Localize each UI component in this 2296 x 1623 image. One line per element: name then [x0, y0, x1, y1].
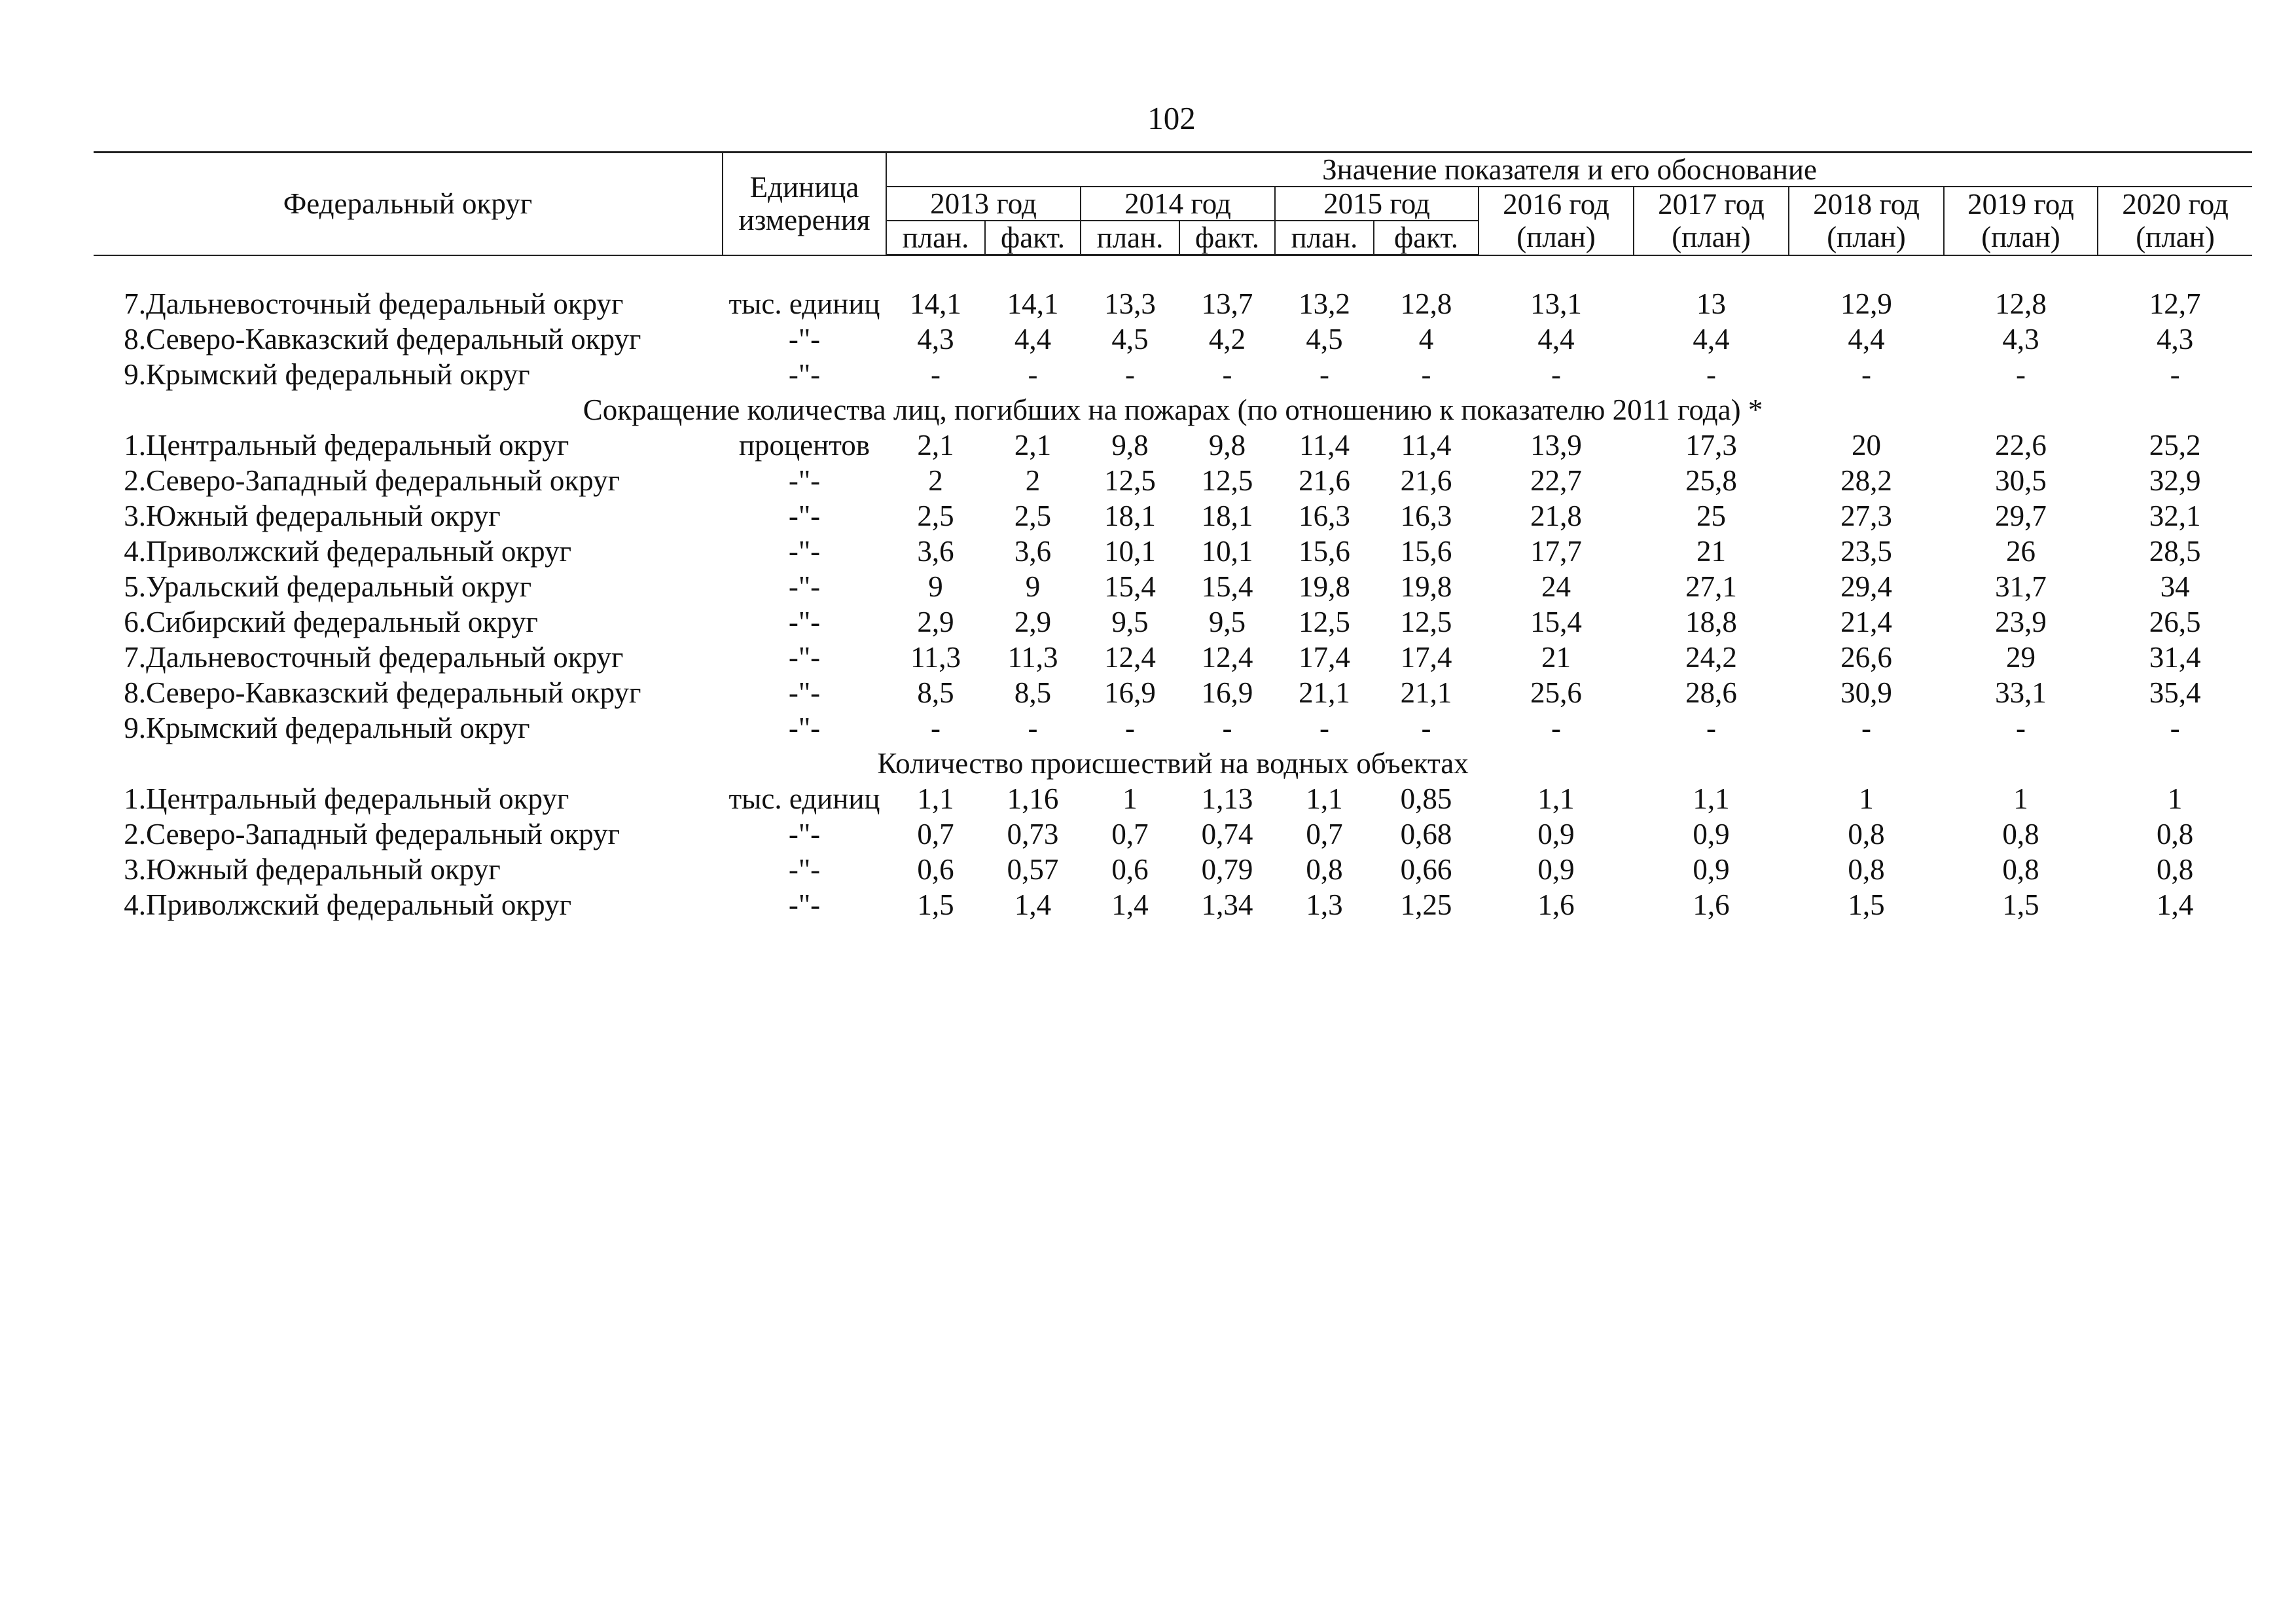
section-heading: Количество происшествий на водных объектах [877, 747, 1469, 780]
section-heading-row [94, 392, 2252, 428]
value-cell: 1,3 [1306, 888, 1343, 921]
district-name: Приволжский федеральный округ [146, 535, 572, 568]
value-cell: 18,1 [1201, 500, 1253, 532]
value-cell: 0,7 [917, 818, 954, 850]
value-cell: 1,16 [1007, 782, 1059, 815]
value-cell: 0,9 [1537, 818, 1575, 850]
value-cell: 3,6 [1014, 535, 1052, 568]
value-cell: 11,4 [1299, 429, 1350, 462]
value-cell: 4,4 [1537, 323, 1575, 356]
header-plan: план. [1081, 221, 1179, 255]
value-cell: 17,3 [1685, 429, 1737, 462]
value-cell: 1,1 [1306, 782, 1343, 815]
value-cell: 2,9 [1014, 606, 1052, 638]
value-cell: - [2170, 712, 2180, 744]
value-cell: 0,9 [1693, 818, 1730, 850]
row-number: 7. [124, 641, 146, 674]
value-cell: 12,8 [1995, 287, 2047, 320]
value-cell: 16,3 [1400, 500, 1452, 532]
value-cell: 18,1 [1104, 500, 1156, 532]
value-cell: 0,57 [1007, 853, 1059, 886]
row-number: 9. [124, 712, 146, 744]
value-cell: 0,7 [1111, 818, 1149, 850]
value-cell: 13 [1696, 287, 1726, 320]
unit-cell: -"- [788, 323, 821, 356]
value-cell: 20 [1852, 429, 1881, 462]
value-cell: 28,5 [2149, 535, 2201, 568]
value-cell: 0,6 [917, 853, 954, 886]
value-cell: 14,1 [910, 287, 961, 320]
value-cell: 30,9 [1840, 676, 1892, 709]
header-year-2013: 2013 год [886, 187, 1081, 221]
unit-cell: -"- [788, 464, 821, 497]
value-cell: 4,4 [1014, 323, 1052, 356]
value-cell: 35,4 [2149, 676, 2201, 709]
value-cell: 1,6 [1537, 888, 1575, 921]
table-body [94, 255, 2252, 923]
value-cell: - [1319, 358, 1329, 391]
value-cell: - [1125, 712, 1135, 744]
value-cell: - [2016, 712, 2026, 744]
indicator-table [94, 151, 2252, 922]
value-cell: 0,6 [1111, 853, 1149, 886]
value-cell: - [1222, 358, 1232, 391]
table-row [94, 463, 2252, 498]
value-cell: 21,4 [1840, 606, 1892, 638]
unit-cell: -"- [788, 535, 821, 568]
value-cell: 28,6 [1685, 676, 1737, 709]
header-fact: факт. [1374, 221, 1479, 255]
table-row [94, 710, 2252, 746]
section-heading: Сокращение количества лиц, погибших на пожарах (по отношению к показателю 2011 года) * [583, 393, 1763, 426]
value-cell: 0,8 [1848, 853, 1885, 886]
value-cell: 1,1 [917, 782, 954, 815]
value-cell: 21,1 [1400, 676, 1452, 709]
value-cell: 4,2 [1208, 323, 1246, 356]
value-cell: 13,3 [1104, 287, 1156, 320]
table-row [94, 428, 2252, 463]
page-number: 102 [1147, 100, 1196, 136]
value-cell: 15,6 [1299, 535, 1350, 568]
value-cell: 2,5 [917, 500, 954, 532]
value-cell: 25,2 [2149, 429, 2201, 462]
row-number: 2. [124, 818, 146, 850]
table-row [94, 675, 2252, 710]
value-cell: 13,9 [1530, 429, 1582, 462]
header-unit: Единица измерения [723, 153, 886, 255]
value-cell: 16,3 [1299, 500, 1350, 532]
value-cell: - [2170, 358, 2180, 391]
value-cell: 13,2 [1299, 287, 1350, 320]
unit-cell: -"- [788, 641, 821, 674]
value-cell: 1,1 [1537, 782, 1575, 815]
unit-cell: -"- [788, 712, 821, 744]
table-row [94, 781, 2252, 816]
value-cell: 15,4 [1104, 570, 1156, 603]
value-cell: 12,4 [1201, 641, 1253, 674]
value-cell: 25,6 [1530, 676, 1582, 709]
value-cell: 1,25 [1400, 888, 1452, 921]
value-cell: 13,7 [1201, 287, 1253, 320]
value-cell: 0,73 [1007, 818, 1059, 850]
value-cell: 1,34 [1201, 888, 1253, 921]
value-cell: 12,7 [2149, 287, 2201, 320]
value-cell: 21 [1696, 535, 1726, 568]
value-cell: 24,2 [1685, 641, 1737, 674]
value-cell: 32,1 [2149, 500, 2201, 532]
value-cell: 17,4 [1400, 641, 1452, 674]
value-cell: - [1421, 712, 1431, 744]
table-row [94, 321, 2252, 357]
unit-cell: -"- [788, 888, 821, 921]
value-cell: - [1421, 358, 1431, 391]
table-row [94, 816, 2252, 852]
value-cell: 4,4 [1848, 323, 1885, 356]
value-cell: 19,8 [1299, 570, 1350, 603]
value-cell: 17,4 [1299, 641, 1350, 674]
value-cell: 2,1 [1014, 429, 1052, 462]
value-cell: 2 [928, 464, 943, 497]
district-name: Северо-Западный федеральный округ [146, 464, 620, 497]
value-cell: 1 [2167, 782, 2183, 815]
table-row [94, 534, 2252, 569]
value-cell: 2,1 [917, 429, 954, 462]
value-cell: 21,6 [1299, 464, 1350, 497]
header-year-2017: 2017 год (план) [1634, 187, 1789, 255]
value-cell: - [1028, 712, 1038, 744]
district-name: Сибирский федеральный округ [146, 606, 538, 638]
value-cell: 10,1 [1104, 535, 1156, 568]
value-cell: 0,85 [1400, 782, 1452, 815]
unit-cell: -"- [788, 500, 821, 532]
value-cell: 12,5 [1400, 606, 1452, 638]
district-name: Приволжский федеральный округ [146, 888, 572, 921]
value-cell: 9,8 [1208, 429, 1246, 462]
district-name: Дальневосточный федеральный округ [146, 641, 624, 674]
value-cell: 1,4 [1111, 888, 1149, 921]
value-cell: 2 [1025, 464, 1041, 497]
district-name: Крымский федеральный округ [146, 712, 530, 744]
unit-cell: -"- [788, 818, 821, 850]
value-cell: - [1551, 358, 1561, 391]
district-name: Северо-Кавказский федеральный округ [146, 676, 641, 709]
row-number: 5. [124, 570, 146, 603]
value-cell: - [1028, 358, 1038, 391]
header-year-2016: 2016 год (план) [1479, 187, 1634, 255]
value-cell: 1,4 [2156, 888, 2194, 921]
value-cell: 16,9 [1201, 676, 1253, 709]
header-fact: факт. [985, 221, 1081, 255]
value-cell: 21,8 [1530, 500, 1582, 532]
value-cell: 4,5 [1111, 323, 1149, 356]
header-value-title: Значение показателя и его обоснование [886, 153, 2252, 187]
value-cell: 12,8 [1400, 287, 1452, 320]
value-cell: 22,6 [1995, 429, 2047, 462]
value-cell: 21,1 [1299, 676, 1350, 709]
value-cell: - [1125, 358, 1135, 391]
value-cell: 0,66 [1400, 853, 1452, 886]
value-cell: - [1706, 358, 1716, 391]
value-cell: 0,74 [1201, 818, 1253, 850]
value-cell: 26,5 [2149, 606, 2201, 638]
value-cell: 30,5 [1995, 464, 2047, 497]
value-cell: 27,1 [1685, 570, 1737, 603]
value-cell: 0,8 [2002, 818, 2039, 850]
table-row [94, 852, 2252, 887]
header-plan: план. [886, 221, 985, 255]
unit-cell: тыс. единиц [728, 287, 880, 320]
value-cell: 2,9 [917, 606, 954, 638]
value-cell: 23,5 [1840, 535, 1892, 568]
value-cell: 9,5 [1111, 606, 1149, 638]
value-cell: 13,1 [1530, 287, 1582, 320]
value-cell: 1,5 [917, 888, 954, 921]
value-cell: 15,4 [1530, 606, 1582, 638]
row-number: 1. [124, 782, 146, 815]
value-cell: - [1319, 712, 1329, 744]
row-number: 2. [124, 464, 146, 497]
header-plan: план. [1275, 221, 1374, 255]
value-cell: 0,8 [1306, 853, 1343, 886]
row-number: 8. [124, 676, 146, 709]
value-cell: 4 [1418, 323, 1434, 356]
value-cell: 27,3 [1840, 500, 1892, 532]
value-cell: 28,2 [1840, 464, 1892, 497]
table-row [94, 255, 2252, 322]
value-cell: 12,5 [1299, 606, 1350, 638]
district-name: Центральный федеральный округ [146, 429, 569, 462]
value-cell: 11,3 [1007, 641, 1058, 674]
district-name: Дальневосточный федеральный округ [146, 287, 624, 320]
value-cell: 21 [1541, 641, 1571, 674]
row-number: 6. [124, 606, 146, 638]
value-cell: - [1861, 358, 1871, 391]
value-cell: 25,8 [1685, 464, 1737, 497]
value-cell: 12,5 [1201, 464, 1253, 497]
row-number: 3. [124, 853, 146, 886]
value-cell: 26 [2006, 535, 2036, 568]
value-cell: - [931, 712, 941, 744]
value-cell: 1,5 [2002, 888, 2039, 921]
value-cell: 31,4 [2149, 641, 2201, 674]
district-name: Южный федеральный округ [146, 500, 501, 532]
value-cell: 1 [1859, 782, 1874, 815]
table-row [94, 357, 2252, 392]
row-number: 7. [124, 287, 146, 320]
value-cell: 17,7 [1530, 535, 1582, 568]
table-row [94, 498, 2252, 534]
value-cell: 0,68 [1400, 818, 1452, 850]
value-cell: 29,4 [1840, 570, 1892, 603]
value-cell: 4,3 [917, 323, 954, 356]
value-cell: 4,3 [2002, 323, 2039, 356]
section-heading-row [94, 746, 2252, 781]
value-cell: 1,4 [1014, 888, 1052, 921]
value-cell: - [1551, 712, 1561, 744]
value-cell: 9,8 [1111, 429, 1149, 462]
header-year-2014: 2014 год [1081, 187, 1275, 221]
value-cell: - [2016, 358, 2026, 391]
unit-cell: -"- [788, 606, 821, 638]
header-year-2015: 2015 год [1275, 187, 1479, 221]
value-cell: 9 [1025, 570, 1041, 603]
value-cell: 0,9 [1693, 853, 1730, 886]
value-cell: 12,9 [1840, 287, 1892, 320]
value-cell: 25 [1696, 500, 1726, 532]
value-cell: 1,1 [1693, 782, 1730, 815]
value-cell: 34 [2160, 570, 2190, 603]
unit-cell: -"- [788, 676, 821, 709]
table-row [94, 604, 2252, 640]
value-cell: 22,7 [1530, 464, 1582, 497]
value-cell: 1,6 [1693, 888, 1730, 921]
value-cell: 26,6 [1840, 641, 1892, 674]
value-cell: 2,5 [1014, 500, 1052, 532]
row-number: 4. [124, 535, 146, 568]
value-cell: - [1706, 712, 1716, 744]
value-cell: 12,4 [1104, 641, 1156, 674]
table-row [94, 569, 2252, 604]
value-cell: - [1222, 712, 1232, 744]
value-cell: 21,6 [1400, 464, 1452, 497]
value-cell: 4,4 [1693, 323, 1730, 356]
district-name: Крымский федеральный округ [146, 358, 530, 391]
value-cell: 33,1 [1995, 676, 2047, 709]
district-name: Южный федеральный округ [146, 853, 501, 886]
value-cell: 29 [2006, 641, 2036, 674]
value-cell: - [931, 358, 941, 391]
unit-cell: -"- [788, 853, 821, 886]
value-cell: 1,5 [1848, 888, 1885, 921]
value-cell: 3,6 [917, 535, 954, 568]
value-cell: 4,5 [1306, 323, 1343, 356]
unit-cell: -"- [788, 570, 821, 603]
value-cell: 32,9 [2149, 464, 2201, 497]
value-cell: 1 [1122, 782, 1138, 815]
header-year-2018: 2018 год (план) [1789, 187, 1944, 255]
value-cell: 10,1 [1201, 535, 1253, 568]
value-cell: 15,6 [1400, 535, 1452, 568]
value-cell: 31,7 [1995, 570, 2047, 603]
header-year-2020: 2020 год (план) [2098, 187, 2252, 255]
value-cell: 14,1 [1007, 287, 1059, 320]
value-cell: 11,4 [1401, 429, 1452, 462]
value-cell: 29,7 [1995, 500, 2047, 532]
value-cell: 0,9 [1537, 853, 1575, 886]
value-cell: 0,8 [1848, 818, 1885, 850]
row-number: 8. [124, 323, 146, 356]
value-cell: 8,5 [1014, 676, 1052, 709]
value-cell: 23,9 [1995, 606, 2047, 638]
header-fact: факт. [1179, 221, 1275, 255]
value-cell: 9,5 [1208, 606, 1246, 638]
value-cell: 4,3 [2156, 323, 2194, 356]
value-cell: 11,3 [910, 641, 961, 674]
value-cell: 1,13 [1201, 782, 1253, 815]
value-cell: 0,79 [1201, 853, 1253, 886]
district-name: Уральский федеральный округ [146, 570, 532, 603]
row-number: 1. [124, 429, 146, 462]
value-cell: 19,8 [1400, 570, 1452, 603]
value-cell: 0,8 [2156, 853, 2194, 886]
header-district: Федеральный округ [94, 153, 723, 255]
value-cell: 24 [1541, 570, 1571, 603]
value-cell: 0,7 [1306, 818, 1343, 850]
value-cell: - [1861, 712, 1871, 744]
unit-cell: -"- [788, 358, 821, 391]
value-cell: 16,9 [1104, 676, 1156, 709]
value-cell: 8,5 [917, 676, 954, 709]
row-number: 3. [124, 500, 146, 532]
header-year-2019: 2019 год (план) [1944, 187, 2098, 255]
unit-cell: процентов [738, 429, 870, 462]
value-cell: 0,8 [2002, 853, 2039, 886]
value-cell: 18,8 [1685, 606, 1737, 638]
row-number: 9. [124, 358, 146, 391]
value-cell: 0,8 [2156, 818, 2194, 850]
district-name: Центральный федеральный округ [146, 782, 569, 815]
row-number: 4. [124, 888, 146, 921]
table-header [94, 153, 2252, 255]
value-cell: 12,5 [1104, 464, 1156, 497]
table-row [94, 640, 2252, 675]
unit-cell: тыс. единиц [728, 782, 880, 815]
value-cell: 15,4 [1201, 570, 1253, 603]
value-cell: 1 [2013, 782, 2028, 815]
value-cell: 9 [928, 570, 943, 603]
table-row [94, 887, 2252, 922]
district-name: Северо-Кавказский федеральный округ [146, 323, 641, 356]
district-name: Северо-Западный федеральный округ [146, 818, 620, 850]
